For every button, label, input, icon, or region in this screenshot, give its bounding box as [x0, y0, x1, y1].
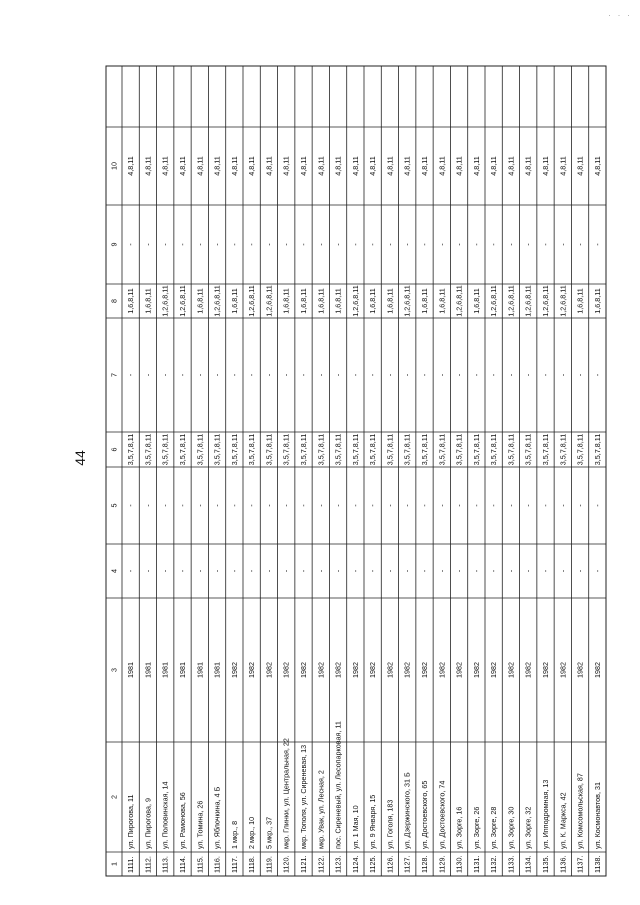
address-cell: ул. 9 Января, 15: [368, 794, 378, 849]
table-cell-col-5: -: [592, 504, 602, 507]
header-cell-col-7: 7: [109, 373, 119, 377]
table-cell-col-6: 3,5,7,8,11: [299, 433, 308, 466]
header-cell-col-5: 5: [109, 503, 119, 508]
table-cell-col-8: 1,2,6,8,11: [523, 285, 533, 317]
table-cell-col-3: 1982: [523, 662, 533, 678]
address-cell: ул. Зорге, 28: [489, 806, 499, 849]
address-cell: ул. Космонавтов, 31: [592, 782, 602, 849]
address-cell: ул. Комсомольская, 87: [575, 773, 585, 849]
table-cell-col-5: -: [160, 504, 170, 507]
header-cell-col-2: 2: [109, 795, 119, 799]
table-cell-col-9: -: [558, 243, 568, 246]
table-cell-col-4: -: [592, 569, 602, 573]
table-cell-col-6: 3,5,7,8,11: [178, 433, 187, 466]
table-cell-col-8: 1,6,8,11: [195, 288, 205, 314]
address-cell: ул. Ипподромная, 13: [541, 779, 550, 849]
table-cell-col-7: -: [178, 373, 187, 377]
table-cell-col-10: 4,8,11: [160, 156, 170, 176]
table-cell-col-7: -: [316, 373, 326, 377]
table-cell-col-5: -: [402, 504, 412, 507]
table-cell-col-4: -: [247, 569, 257, 573]
table-cell-col-7: -: [350, 373, 360, 377]
table-cell-col-5: -: [229, 504, 239, 507]
address-cell: ул. Зорге, 30: [506, 806, 516, 849]
table-cell-col-8: 1,6,8,11: [575, 288, 585, 314]
header-cell-col-10: 10: [109, 162, 119, 170]
table-cell-col-9: -: [178, 243, 187, 246]
header-cell-col-4: 4: [109, 569, 119, 573]
table-cell-col-3: 1981: [126, 662, 136, 678]
table-cell-col-3: 1981: [178, 662, 187, 678]
table-cell-col-9: -: [592, 243, 602, 246]
table-cell-col-8: 1,6,8,11: [592, 288, 602, 314]
table-cell-col-9: -: [333, 243, 343, 246]
table-cell-col-6: 3,5,7,8,11: [592, 433, 602, 466]
table-cell-col-9: -: [281, 243, 291, 246]
address-cell: 1 мкр., 8: [229, 820, 239, 849]
address-cell: 5 мкр., 37: [264, 816, 274, 849]
table-cell-col-8: 1,6,8,11: [420, 288, 429, 314]
table-cell-col-3: 1982: [541, 662, 550, 678]
address-cell: ул. Яблочкина, 4 Б: [212, 786, 222, 849]
table-cell-col-10: 4,8,11: [489, 156, 499, 176]
table-cell-col-10: 4,8,11: [506, 156, 516, 176]
address-cell: ул. Зорге, 26: [471, 806, 481, 849]
table-cell-col-6: 3,5,7,8,11: [402, 433, 412, 466]
table-cell-col-4: -: [385, 569, 395, 573]
table-cell-col-10: 4,8,11: [523, 156, 533, 176]
table-cell-col-6: 3,5,7,8,11: [541, 433, 550, 466]
table-cell-col-6: 3,5,7,8,11: [247, 433, 257, 466]
table-cell-col-6: 3,5,7,8,11: [229, 433, 239, 466]
table-cell-col-3: 1982: [281, 662, 291, 678]
row-number-cell: 1138.: [592, 855, 602, 873]
table-cell-col-5: -: [471, 504, 481, 507]
table-cell-col-10: 4,8,11: [247, 156, 257, 176]
table-cell-col-7: -: [212, 373, 222, 377]
table-cell-col-9: -: [402, 243, 412, 246]
table-cell-col-4: -: [281, 569, 291, 573]
address-cell: ул. Гоголя, 183: [385, 799, 395, 849]
table-cell-col-10: 4,8,11: [541, 156, 550, 176]
address-cell: мкр. Увак, ул. Лесная, 2: [316, 770, 326, 849]
table-cell-col-3: 1981: [143, 662, 153, 678]
address-cell: ул. Рамонова, 56: [178, 792, 187, 849]
table-cell-col-9: -: [160, 243, 170, 246]
table-cell-col-9: -: [247, 243, 257, 246]
table-cell-col-7: -: [437, 373, 447, 377]
table-cell-col-6: 3,5,7,8,11: [316, 433, 326, 466]
table-cell-col-6: 3,5,7,8,11: [195, 433, 205, 466]
address-cell: ул. К. Маркса, 42: [558, 792, 568, 849]
table-cell-col-4: -: [368, 569, 378, 573]
table-cell-col-7: -: [160, 373, 170, 377]
row-number-cell: 1137.: [575, 855, 585, 873]
table-cell-col-6: 3,5,7,8,11: [212, 433, 222, 466]
table-cell-col-10: 4,8,11: [350, 156, 360, 176]
table-cell-col-10: 4,8,11: [402, 156, 412, 176]
table-cell-col-4: -: [229, 569, 239, 573]
table-cell-col-6: 3,5,7,8,11: [506, 433, 516, 466]
table-cell-col-10: 4,8,11: [299, 156, 308, 176]
table-cell-col-7: -: [454, 373, 464, 377]
table-cell-col-10: 4,8,11: [281, 156, 291, 176]
row-number-cell: 1123.: [333, 855, 343, 873]
table-cell-col-3: 1982: [247, 662, 257, 678]
table-cell-col-7: -: [489, 373, 499, 377]
table-cell-col-3: 1982: [454, 662, 464, 678]
address-cell: ул. Дзержинского, 31 Б: [402, 772, 412, 849]
table-cell-col-5: -: [281, 504, 291, 507]
table-cell-col-6: 3,5,7,8,11: [264, 433, 274, 466]
row-number-cell: 1119.: [264, 856, 274, 873]
table-cell-col-3: 1981: [212, 662, 222, 678]
table-cell-col-4: -: [489, 569, 499, 573]
table-cell-col-5: -: [350, 504, 360, 507]
table-cell-col-6: 3,5,7,8,11: [437, 433, 447, 466]
table-cell-col-4: -: [299, 569, 308, 573]
address-cell: ул. 1 Мая, 10: [350, 805, 360, 849]
table-cell-col-4: -: [541, 569, 550, 573]
table-cell-col-3: 1982: [299, 662, 308, 678]
table-cell-col-9: -: [195, 243, 205, 246]
table-cell-col-4: -: [333, 569, 343, 573]
table-cell-col-7: -: [592, 373, 602, 377]
row-number-cell: 1118.: [247, 856, 257, 873]
row-number-cell: 1134.: [523, 855, 533, 873]
table-cell-col-5: -: [143, 504, 153, 507]
address-cell: мкр. Тополя, ул. Сиреневая, 13: [299, 744, 308, 849]
address-cell: ул. Зорге, 16: [454, 806, 464, 849]
table-cell-col-8: 1,2,6,8,11: [350, 285, 360, 317]
table-cell-col-9: -: [143, 243, 153, 246]
address-cell: ул. Достоевского, 65: [420, 780, 429, 849]
table-cell-col-10: 4,8,11: [385, 156, 395, 176]
table-cell-col-10: 4,8,11: [229, 156, 239, 176]
table-cell-col-10: 4,8,11: [316, 156, 326, 176]
table-cell-col-9: -: [212, 243, 222, 246]
row-number-cell: 1112.: [143, 856, 153, 873]
row-number-cell: 1135.: [541, 855, 550, 873]
table-cell-col-7: -: [385, 373, 395, 377]
table-cell-col-4: -: [160, 569, 170, 573]
table-cell-col-5: -: [420, 504, 429, 507]
table-cell-col-8: 1,6,8,11: [385, 288, 395, 314]
table-cell-col-10: 4,8,11: [264, 156, 274, 176]
table-cell-col-8: 1,2,6,8,11: [178, 285, 187, 317]
header-cell-col-6: 6: [109, 447, 119, 452]
table-cell-col-7: -: [299, 373, 308, 377]
table-cell-col-10: 4,8,11: [178, 156, 187, 176]
table-cell-col-6: 3,5,7,8,11: [523, 433, 533, 466]
table-cell-col-3: 1982: [558, 662, 568, 678]
table-cell-col-8: 1,6,8,11: [229, 288, 239, 314]
row-number-cell: 1114.: [178, 856, 187, 873]
table-cell-col-7: -: [247, 373, 257, 377]
address-cell: ул. Половинская, 14: [160, 781, 170, 849]
table-cell-col-7: -: [558, 373, 568, 377]
table-cell-col-3: 1982: [385, 662, 395, 678]
table-cell-col-4: -: [212, 569, 222, 573]
table-cell-col-8: 1,2,6,8,11: [247, 285, 257, 317]
address-cell: ул. Пирогова, 9: [143, 798, 153, 849]
table-cell-col-9: -: [523, 243, 533, 246]
table-cell-col-4: -: [316, 569, 326, 573]
table-cell-col-9: -: [350, 243, 360, 246]
table-cell-col-6: 3,5,7,8,11: [350, 433, 360, 466]
row-number-cell: 1132.: [489, 855, 499, 873]
table-cell-col-5: -: [264, 504, 274, 507]
page-number: 44: [72, 450, 88, 466]
table-cell-col-3: 1982: [506, 662, 516, 678]
table-cell-col-3: 1982: [368, 662, 378, 678]
table-cell-col-10: 4,8,11: [212, 156, 222, 176]
table-cell-col-9: -: [299, 243, 308, 246]
row-number-cell: 1128.: [420, 855, 429, 873]
table-cell-col-7: -: [126, 373, 136, 377]
table-cell-col-4: -: [195, 569, 205, 573]
table-cell-col-4: -: [178, 569, 187, 573]
table-cell-col-5: -: [454, 504, 464, 507]
address-cell: пос. Сиреневый, ул. Лесопарковая, 11: [333, 721, 343, 849]
table-cell-col-3: 1982: [402, 662, 412, 678]
table-cell-col-6: 3,5,7,8,11: [420, 433, 429, 466]
table-cell-col-6: 3,5,7,8,11: [368, 433, 378, 466]
table-cell-col-9: -: [385, 243, 395, 246]
table-cell-col-3: 1982: [437, 662, 447, 678]
table-cell-col-8: 1,2,6,8,11: [506, 285, 516, 317]
address-cell: ул. Томина, 26: [195, 800, 205, 849]
table-cell-col-5: -: [333, 504, 343, 507]
table-cell-col-4: -: [471, 569, 481, 573]
table-cell-col-9: -: [420, 243, 429, 246]
header-cell-col-8: 8: [109, 299, 119, 303]
table-cell-col-5: -: [437, 504, 447, 507]
table-cell-col-7: -: [333, 373, 343, 377]
row-number-cell: 1131.: [471, 855, 481, 873]
table-cell-col-9: -: [489, 243, 499, 246]
table-cell-col-4: -: [454, 569, 464, 573]
scan-artifact: · · ·: [608, 10, 632, 20]
table-cell-col-3: 1981: [160, 662, 170, 678]
table-cell-col-4: -: [575, 569, 585, 573]
table-cell-col-3: 1982: [471, 662, 481, 678]
table-cell-col-6: 3,5,7,8,11: [454, 433, 464, 466]
row-number-cell: 1136.: [558, 855, 568, 873]
table-cell-col-8: 1,2,6,8,11: [489, 285, 499, 317]
table-cell-col-7: -: [143, 373, 153, 377]
table-cell-col-9: -: [575, 243, 585, 246]
table-cell-col-7: -: [420, 373, 429, 377]
address-cell: 2 мкр., 10: [247, 816, 257, 849]
table-cell-col-9: -: [229, 243, 239, 246]
row-number-cell: 1117.: [229, 856, 239, 873]
header-cell-col-9: 9: [109, 242, 119, 247]
header-cell-col-3: 3: [109, 668, 119, 672]
table-cell-col-8: 1,2,6,8,11: [160, 285, 170, 317]
table-cell-col-5: -: [195, 504, 205, 507]
row-number-cell: 1130.: [454, 855, 464, 873]
row-number-cell: 1122.: [316, 855, 326, 873]
row-number-cell: 1113.: [160, 856, 170, 873]
table-cell-col-5: -: [126, 504, 136, 507]
table-cell-col-10: 4,8,11: [143, 156, 153, 176]
table-cell-col-5: -: [575, 504, 585, 507]
table-cell-col-3: 1982: [264, 662, 274, 678]
row-number-cell: 1111.: [126, 856, 136, 873]
table-cell-col-3: 1981: [195, 662, 205, 678]
table-cell-col-7: -: [195, 373, 205, 377]
table-cell-col-9: -: [264, 243, 274, 246]
table-cell-col-8: 1,2,6,8,11: [402, 285, 412, 317]
table-cell-col-5: -: [506, 504, 516, 507]
table-cell-col-7: -: [402, 373, 412, 377]
table-cell-col-5: -: [212, 504, 222, 507]
table-cell-col-3: 1982: [592, 662, 602, 678]
table-cell-col-9: -: [454, 243, 464, 246]
table-cell-col-10: 4,8,11: [454, 156, 464, 176]
table-cell-col-7: -: [541, 373, 550, 377]
table-cell-col-7: -: [229, 373, 239, 377]
address-cell: мкр. Глинки, ул. Центральная, 22: [281, 738, 291, 849]
table-cell-col-4: -: [437, 569, 447, 573]
table-cell-col-8: 1,6,8,11: [437, 288, 447, 314]
table-cell-col-9: -: [506, 243, 516, 246]
table-cell-col-5: -: [523, 504, 533, 507]
table-cell-col-4: -: [558, 569, 568, 573]
table-cell-col-7: -: [575, 373, 585, 377]
header-cell-col-1: 1: [109, 862, 119, 866]
table-cell-col-10: 4,8,11: [195, 156, 205, 176]
table-cell-col-7: -: [471, 373, 481, 377]
table-cell-col-4: -: [350, 569, 360, 573]
table-cell-col-8: 1,6,8,11: [299, 288, 308, 314]
table-cell-col-9: -: [126, 243, 136, 246]
table-cell-col-10: 4,8,11: [471, 156, 481, 176]
row-number-cell: 1116.: [212, 856, 222, 873]
table-cell-col-7: -: [506, 373, 516, 377]
table-cell-col-9: -: [316, 243, 326, 246]
table-cell-col-8: 1,6,8,11: [126, 288, 136, 314]
table-cell-col-8: 1,6,8,11: [368, 288, 378, 314]
table-cell-col-3: 1982: [420, 662, 429, 678]
table-cell-col-3: 1982: [229, 662, 239, 678]
table-cell-col-6: 3,5,7,8,11: [471, 433, 481, 466]
table-cell-col-6: 3,5,7,8,11: [160, 433, 170, 466]
table-cell-col-8: 1,6,8,11: [143, 288, 153, 314]
table-cell-col-8: 1,6,8,11: [333, 288, 343, 314]
table-cell-col-6: 3,5,7,8,11: [126, 433, 136, 466]
table-cell-col-7: -: [281, 373, 291, 377]
row-number-cell: 1133.: [506, 855, 516, 873]
table-cell-col-7: -: [368, 373, 378, 377]
address-cell: ул. Пирогова, 11: [126, 794, 136, 849]
row-number-cell: 1126.: [385, 855, 395, 873]
table-cell-col-9: -: [368, 243, 378, 246]
table-cell-col-5: -: [558, 504, 568, 507]
table-cell-col-8: 1,6,8,11: [471, 288, 481, 314]
table-cell-col-4: -: [523, 569, 533, 573]
table-cell-col-10: 4,8,11: [592, 156, 602, 176]
row-number-cell: 1124.: [350, 855, 360, 873]
table-cell-col-3: 1982: [489, 662, 499, 678]
table-cell-col-4: -: [143, 569, 153, 573]
table-cell-col-4: -: [402, 569, 412, 573]
table-cell-col-5: -: [178, 504, 187, 507]
table-cell-col-10: 4,8,11: [437, 156, 447, 176]
table-cell-col-8: 1,6,8,11: [281, 288, 291, 314]
table-cell-col-7: -: [523, 373, 533, 377]
row-number-cell: 1121.: [299, 855, 308, 873]
table-cell-col-10: 4,8,11: [420, 156, 429, 176]
table-cell-col-3: 1982: [350, 662, 360, 678]
table-cell-col-8: 1,2,6,8,11: [558, 285, 568, 317]
table-cell-col-9: -: [471, 243, 481, 246]
table-cell-col-6: 3,5,7,8,11: [575, 433, 585, 466]
address-cell: ул. Зорге, 32: [523, 806, 533, 849]
table-cell-col-8: 1,2,6,8,11: [212, 285, 222, 317]
table-cell-col-9: -: [541, 243, 550, 246]
row-number-cell: 1120.: [281, 855, 291, 873]
table-cell-col-10: 4,8,11: [558, 156, 568, 176]
table-cell-col-5: -: [489, 504, 499, 507]
table-cell-col-10: 4,8,11: [575, 156, 585, 176]
table-cell-col-3: 1982: [333, 662, 343, 678]
table-cell-col-6: 3,5,7,8,11: [489, 433, 499, 466]
table-cell-col-6: 3,5,7,8,11: [333, 433, 343, 466]
table-cell-col-8: 1,2,6,8,11: [454, 285, 464, 317]
table-cell-col-9: -: [437, 243, 447, 246]
table-cell-col-5: -: [247, 504, 257, 507]
table-cell-col-5: -: [385, 504, 395, 507]
row-number-cell: 1125.: [368, 855, 378, 873]
table-cell-col-6: 3,5,7,8,11: [558, 433, 568, 466]
table-cell-col-10: 4,8,11: [126, 156, 136, 176]
table-cell-col-8: 1,2,6,8,11: [541, 285, 550, 317]
table-cell-col-3: 1982: [575, 662, 585, 678]
table-cell-col-4: -: [126, 569, 136, 573]
table-cell-col-8: 1,6,8,11: [316, 288, 326, 314]
table-cell-col-6: 3,5,7,8,11: [143, 433, 153, 466]
table-frame: [106, 66, 606, 876]
table-cell-col-8: 1,2,6,8,11: [264, 285, 274, 317]
table-cell-col-6: 3,5,7,8,11: [281, 433, 291, 466]
row-number-cell: 1127.: [402, 855, 412, 873]
table-cell-col-7: -: [264, 373, 274, 377]
table-cell-col-3: 1982: [316, 662, 326, 678]
table-cell-col-10: 4,8,11: [368, 156, 378, 176]
row-number-cell: 1129.: [437, 855, 447, 873]
table-cell-col-4: -: [506, 569, 516, 573]
table-cell-col-4: -: [264, 569, 274, 573]
row-number-cell: 1115.: [195, 856, 205, 873]
table-cell-col-5: -: [316, 504, 326, 507]
table-cell-col-10: 4,8,11: [333, 156, 343, 176]
table-cell-col-6: 3,5,7,8,11: [385, 433, 395, 466]
table-cell-col-4: -: [420, 569, 429, 573]
table-cell-col-5: -: [368, 504, 378, 507]
table-cell-col-5: -: [541, 504, 550, 507]
address-cell: ул. Достоевского, 74: [437, 780, 447, 849]
table-cell-col-5: -: [299, 504, 308, 507]
